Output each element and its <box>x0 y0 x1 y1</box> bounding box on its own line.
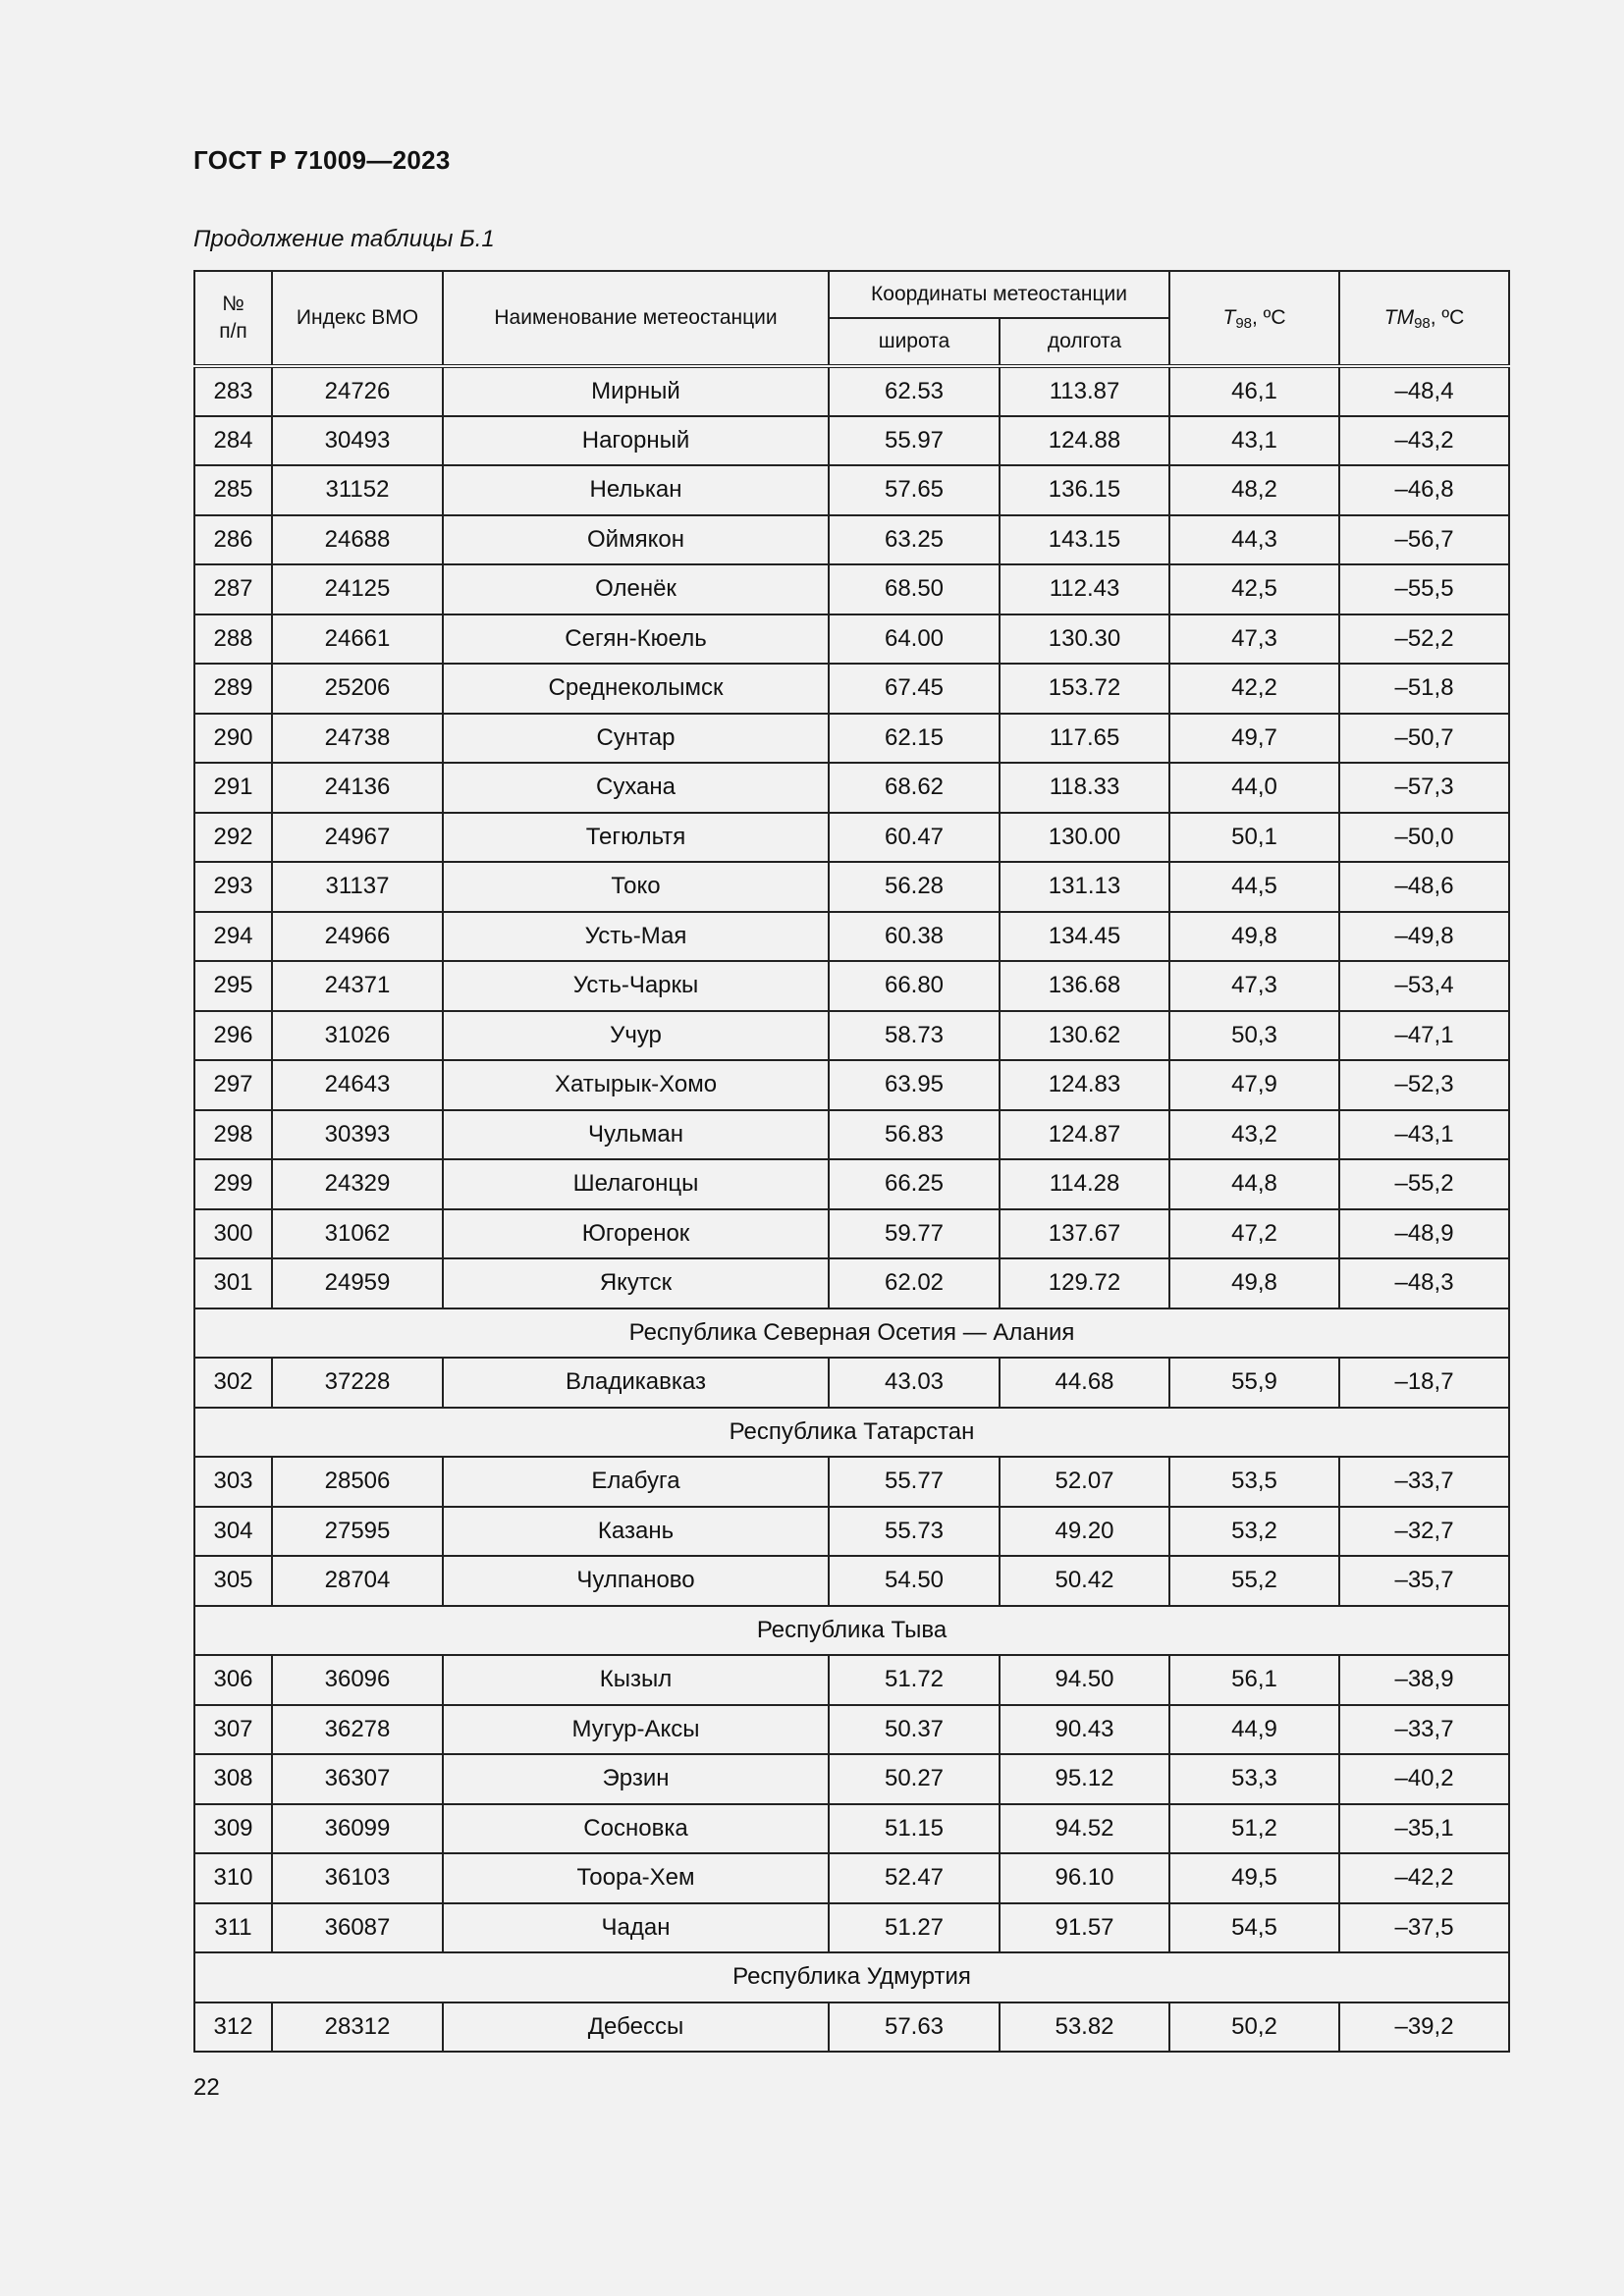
cell-station-name: Усть-Чаркы <box>443 961 829 1011</box>
cell-longitude: 130.30 <box>1000 614 1169 665</box>
cell-longitude: 137.67 <box>1000 1209 1169 1259</box>
cell-tm98: –57,3 <box>1339 763 1509 813</box>
region-label: Республика Удмуртия <box>194 1952 1509 2002</box>
cell-longitude: 117.65 <box>1000 714 1169 764</box>
cell-num: 283 <box>194 366 272 416</box>
cell-tm98: –49,8 <box>1339 912 1509 962</box>
cell-num: 297 <box>194 1060 272 1110</box>
cell-tm98: –47,1 <box>1339 1011 1509 1061</box>
page-number: 22 <box>193 2074 220 2101</box>
table-row <box>194 1903 1509 1953</box>
cell-t98: 50,1 <box>1169 813 1339 863</box>
col-header-wmo: Индекс ВМО <box>272 271 443 366</box>
cell-longitude: 49.20 <box>1000 1507 1169 1557</box>
cell-longitude: 136.15 <box>1000 465 1169 515</box>
cell-num: 290 <box>194 714 272 764</box>
cell-t98: 46,1 <box>1169 366 1339 416</box>
col-header-tm98 <box>1339 271 1509 366</box>
table-row <box>194 1556 1509 1606</box>
cell-longitude: 124.87 <box>1000 1110 1169 1160</box>
cell-num: 305 <box>194 1556 272 1606</box>
cell-station-name: Оймякон <box>443 515 829 565</box>
table-row <box>194 1853 1509 1903</box>
cell-wmo-index: 24688 <box>272 515 443 565</box>
cell-wmo-index: 24136 <box>272 763 443 813</box>
cell-longitude: 129.72 <box>1000 1258 1169 1308</box>
cell-t98: 42,2 <box>1169 664 1339 714</box>
table-row <box>194 1258 1509 1308</box>
table-row <box>194 1011 1509 1061</box>
cell-num: 299 <box>194 1159 272 1209</box>
cell-num: 289 <box>194 664 272 714</box>
cell-station-name: Шелагонцы <box>443 1159 829 1209</box>
cell-station-name: Хатырык-Хомо <box>443 1060 829 1110</box>
col-header-t98 <box>1169 271 1339 366</box>
cell-tm98: –40,2 <box>1339 1754 1509 1804</box>
cell-t98: 51,2 <box>1169 1804 1339 1854</box>
cell-tm98: –48,4 <box>1339 366 1509 416</box>
cell-longitude: 130.00 <box>1000 813 1169 863</box>
cell-latitude: 55.73 <box>829 1507 1000 1557</box>
table-row <box>194 1507 1509 1557</box>
table-row <box>194 416 1509 466</box>
cell-num: 306 <box>194 1655 272 1705</box>
t98-subscript: 98 <box>1235 315 1253 332</box>
cell-t98: 53,3 <box>1169 1754 1339 1804</box>
region-label: Республика Татарстан <box>194 1408 1509 1458</box>
cell-latitude: 55.97 <box>829 416 1000 466</box>
cell-longitude: 95.12 <box>1000 1754 1169 1804</box>
cell-latitude: 59.77 <box>829 1209 1000 1259</box>
cell-wmo-index: 31062 <box>272 1209 443 1259</box>
cell-num: 287 <box>194 564 272 614</box>
table-row <box>194 465 1509 515</box>
cell-latitude: 50.37 <box>829 1705 1000 1755</box>
cell-latitude: 58.73 <box>829 1011 1000 1061</box>
cell-longitude: 118.33 <box>1000 763 1169 813</box>
cell-station-name: Якутск <box>443 1258 829 1308</box>
cell-wmo-index: 36103 <box>272 1853 443 1903</box>
cell-station-name: Мирный <box>443 366 829 416</box>
cell-t98: 42,5 <box>1169 564 1339 614</box>
cell-tm98: –46,8 <box>1339 465 1509 515</box>
cell-t98: 48,2 <box>1169 465 1339 515</box>
cell-t98: 56,1 <box>1169 1655 1339 1705</box>
cell-longitude: 50.42 <box>1000 1556 1169 1606</box>
region-label: Республика Тыва <box>194 1606 1509 1656</box>
cell-num: 307 <box>194 1705 272 1755</box>
table-row <box>194 813 1509 863</box>
cell-num: 301 <box>194 1258 272 1308</box>
cell-tm98: –38,9 <box>1339 1655 1509 1705</box>
cell-latitude: 63.95 <box>829 1060 1000 1110</box>
cell-tm98: –50,7 <box>1339 714 1509 764</box>
cell-t98: 43,1 <box>1169 416 1339 466</box>
tm98-subscript: 98 <box>1414 315 1431 332</box>
cell-t98: 47,2 <box>1169 1209 1339 1259</box>
cell-num: 304 <box>194 1507 272 1557</box>
cell-latitude: 55.77 <box>829 1457 1000 1507</box>
col-header-name: Наименование метеостанции <box>443 271 829 366</box>
cell-tm98: –32,7 <box>1339 1507 1509 1557</box>
cell-t98: 49,7 <box>1169 714 1339 764</box>
cell-station-name: Эрзин <box>443 1754 829 1804</box>
cell-longitude: 53.82 <box>1000 2002 1169 2053</box>
cell-latitude: 62.53 <box>829 366 1000 416</box>
cell-station-name: Чадан <box>443 1903 829 1953</box>
cell-wmo-index: 30393 <box>272 1110 443 1160</box>
cell-t98: 44,3 <box>1169 515 1339 565</box>
region-row <box>194 1308 1509 1359</box>
cell-longitude: 153.72 <box>1000 664 1169 714</box>
table-row <box>194 2002 1509 2053</box>
cell-latitude: 62.02 <box>829 1258 1000 1308</box>
table-row <box>194 1159 1509 1209</box>
cell-wmo-index: 24726 <box>272 366 443 416</box>
cell-num: 291 <box>194 763 272 813</box>
cell-num: 286 <box>194 515 272 565</box>
table-row <box>194 1754 1509 1804</box>
cell-latitude: 67.45 <box>829 664 1000 714</box>
cell-station-name: Мугур-Аксы <box>443 1705 829 1755</box>
tm98-symbol: TM <box>1383 306 1415 329</box>
cell-tm98: –50,0 <box>1339 813 1509 863</box>
cell-t98: 49,5 <box>1169 1853 1339 1903</box>
t98-unit: , ºС <box>1252 306 1286 329</box>
t98-symbol: T <box>1222 306 1236 329</box>
cell-wmo-index: 24967 <box>272 813 443 863</box>
cell-t98: 55,2 <box>1169 1556 1339 1606</box>
cell-wmo-index: 30493 <box>272 416 443 466</box>
cell-t98: 47,3 <box>1169 614 1339 665</box>
cell-tm98: –33,7 <box>1339 1705 1509 1755</box>
table-row <box>194 366 1509 416</box>
cell-t98: 53,2 <box>1169 1507 1339 1557</box>
table-body <box>194 366 1509 2052</box>
table-row <box>194 714 1509 764</box>
cell-latitude: 68.50 <box>829 564 1000 614</box>
cell-latitude: 56.28 <box>829 862 1000 912</box>
cell-tm98: –48,9 <box>1339 1209 1509 1259</box>
cell-longitude: 143.15 <box>1000 515 1169 565</box>
cell-tm98: –55,2 <box>1339 1159 1509 1209</box>
table-row <box>194 1358 1509 1408</box>
table-row <box>194 1705 1509 1755</box>
cell-longitude: 90.43 <box>1000 1705 1169 1755</box>
region-row <box>194 1606 1509 1656</box>
table-row <box>194 1209 1509 1259</box>
cell-wmo-index: 24959 <box>272 1258 443 1308</box>
cell-station-name: Среднеколымск <box>443 664 829 714</box>
cell-num: 296 <box>194 1011 272 1061</box>
cell-latitude: 60.38 <box>829 912 1000 962</box>
region-label: Республика Северная Осетия — Алания <box>194 1308 1509 1359</box>
cell-longitude: 131.13 <box>1000 862 1169 912</box>
cell-station-name: Сегян-Кюель <box>443 614 829 665</box>
cell-t98: 47,9 <box>1169 1060 1339 1110</box>
region-row <box>194 1952 1509 2002</box>
col-header-num-line1: № <box>222 293 244 315</box>
cell-tm98: –43,2 <box>1339 416 1509 466</box>
cell-tm98: –56,7 <box>1339 515 1509 565</box>
cell-longitude: 124.83 <box>1000 1060 1169 1110</box>
cell-wmo-index: 24643 <box>272 1060 443 1110</box>
table-row <box>194 614 1509 665</box>
cell-num: 292 <box>194 813 272 863</box>
cell-latitude: 66.25 <box>829 1159 1000 1209</box>
table-row <box>194 1655 1509 1705</box>
cell-num: 288 <box>194 614 272 665</box>
cell-wmo-index: 27595 <box>272 1507 443 1557</box>
cell-t98: 43,2 <box>1169 1110 1339 1160</box>
cell-num: 311 <box>194 1903 272 1953</box>
table-row <box>194 1804 1509 1854</box>
cell-t98: 44,9 <box>1169 1705 1339 1755</box>
stations-table <box>193 270 1510 2053</box>
cell-station-name: Югоренок <box>443 1209 829 1259</box>
cell-tm98: –51,8 <box>1339 664 1509 714</box>
table-row <box>194 1110 1509 1160</box>
cell-station-name: Владикавказ <box>443 1358 829 1408</box>
cell-tm98: –53,4 <box>1339 961 1509 1011</box>
cell-latitude: 68.62 <box>829 763 1000 813</box>
cell-latitude: 51.72 <box>829 1655 1000 1705</box>
cell-num: 308 <box>194 1754 272 1804</box>
cell-wmo-index: 36096 <box>272 1655 443 1705</box>
cell-latitude: 51.27 <box>829 1903 1000 1953</box>
cell-station-name: Токо <box>443 862 829 912</box>
table-row <box>194 1457 1509 1507</box>
cell-station-name: Нелькан <box>443 465 829 515</box>
cell-wmo-index: 24371 <box>272 961 443 1011</box>
cell-tm98: –18,7 <box>1339 1358 1509 1408</box>
cell-latitude: 66.80 <box>829 961 1000 1011</box>
cell-t98: 55,9 <box>1169 1358 1339 1408</box>
cell-tm98: –43,1 <box>1339 1110 1509 1160</box>
cell-t98: 49,8 <box>1169 1258 1339 1308</box>
cell-latitude: 54.50 <box>829 1556 1000 1606</box>
cell-latitude: 43.03 <box>829 1358 1000 1408</box>
cell-longitude: 130.62 <box>1000 1011 1169 1061</box>
cell-num: 293 <box>194 862 272 912</box>
table-row <box>194 1060 1509 1110</box>
cell-longitude: 114.28 <box>1000 1159 1169 1209</box>
cell-num: 310 <box>194 1853 272 1903</box>
col-header-num-line2: п/п <box>219 320 247 343</box>
region-row <box>194 1408 1509 1458</box>
cell-station-name: Чулпаново <box>443 1556 829 1606</box>
cell-longitude: 94.50 <box>1000 1655 1169 1705</box>
cell-num: 300 <box>194 1209 272 1259</box>
cell-station-name: Чульман <box>443 1110 829 1160</box>
cell-wmo-index: 36307 <box>272 1754 443 1804</box>
cell-station-name: Елабуга <box>443 1457 829 1507</box>
cell-latitude: 60.47 <box>829 813 1000 863</box>
cell-tm98: –37,5 <box>1339 1903 1509 1953</box>
cell-tm98: –35,1 <box>1339 1804 1509 1854</box>
cell-t98: 54,5 <box>1169 1903 1339 1953</box>
document-title: ГОСТ Р 71009—2023 <box>193 145 451 175</box>
table-caption: Продолжение таблицы Б.1 <box>193 226 495 252</box>
cell-latitude: 56.83 <box>829 1110 1000 1160</box>
cell-tm98: –52,3 <box>1339 1060 1509 1110</box>
cell-latitude: 64.00 <box>829 614 1000 665</box>
cell-t98: 49,8 <box>1169 912 1339 962</box>
cell-station-name: Казань <box>443 1507 829 1557</box>
cell-tm98: –42,2 <box>1339 1853 1509 1903</box>
cell-num: 302 <box>194 1358 272 1408</box>
cell-wmo-index: 28506 <box>272 1457 443 1507</box>
cell-wmo-index: 31026 <box>272 1011 443 1061</box>
cell-station-name: Дебессы <box>443 2002 829 2053</box>
cell-station-name: Учур <box>443 1011 829 1061</box>
cell-num: 298 <box>194 1110 272 1160</box>
cell-longitude: 52.07 <box>1000 1457 1169 1507</box>
col-header-lon: долгота <box>1000 318 1169 366</box>
cell-t98: 53,5 <box>1169 1457 1339 1507</box>
table-row <box>194 763 1509 813</box>
cell-t98: 50,2 <box>1169 2002 1339 2053</box>
cell-num: 312 <box>194 2002 272 2053</box>
cell-wmo-index: 36087 <box>272 1903 443 1953</box>
cell-wmo-index: 24738 <box>272 714 443 764</box>
cell-longitude: 124.88 <box>1000 416 1169 466</box>
cell-t98: 44,0 <box>1169 763 1339 813</box>
table-row <box>194 664 1509 714</box>
cell-latitude: 62.15 <box>829 714 1000 764</box>
cell-wmo-index: 24125 <box>272 564 443 614</box>
cell-station-name: Тегюльтя <box>443 813 829 863</box>
cell-station-name: Сунтар <box>443 714 829 764</box>
cell-latitude: 57.65 <box>829 465 1000 515</box>
cell-wmo-index: 31152 <box>272 465 443 515</box>
table-row <box>194 912 1509 962</box>
table-header <box>194 271 1509 366</box>
cell-longitude: 91.57 <box>1000 1903 1169 1953</box>
col-header-coords: Координаты метеостанции <box>829 271 1169 318</box>
cell-wmo-index: 36099 <box>272 1804 443 1854</box>
cell-num: 285 <box>194 465 272 515</box>
cell-t98: 44,5 <box>1169 862 1339 912</box>
table-row <box>194 961 1509 1011</box>
table-row <box>194 564 1509 614</box>
cell-station-name: Сухана <box>443 763 829 813</box>
cell-tm98: –55,5 <box>1339 564 1509 614</box>
cell-wmo-index: 24966 <box>272 912 443 962</box>
cell-station-name: Оленёк <box>443 564 829 614</box>
cell-station-name: Тоора-Хем <box>443 1853 829 1903</box>
cell-latitude: 52.47 <box>829 1853 1000 1903</box>
cell-longitude: 136.68 <box>1000 961 1169 1011</box>
cell-wmo-index: 24661 <box>272 614 443 665</box>
cell-wmo-index: 36278 <box>272 1705 443 1755</box>
cell-station-name: Сосновка <box>443 1804 829 1854</box>
cell-longitude: 44.68 <box>1000 1358 1169 1408</box>
cell-tm98: –35,7 <box>1339 1556 1509 1606</box>
table-row <box>194 515 1509 565</box>
cell-tm98: –48,3 <box>1339 1258 1509 1308</box>
table-row <box>194 862 1509 912</box>
col-header-lat: широта <box>829 318 1000 366</box>
cell-tm98: –52,2 <box>1339 614 1509 665</box>
cell-t98: 44,8 <box>1169 1159 1339 1209</box>
cell-wmo-index: 28704 <box>272 1556 443 1606</box>
cell-latitude: 63.25 <box>829 515 1000 565</box>
cell-wmo-index: 24329 <box>272 1159 443 1209</box>
tm98-unit: , ºС <box>1430 306 1465 329</box>
cell-num: 303 <box>194 1457 272 1507</box>
cell-wmo-index: 28312 <box>272 2002 443 2053</box>
cell-longitude: 96.10 <box>1000 1853 1169 1903</box>
cell-latitude: 51.15 <box>829 1804 1000 1854</box>
cell-tm98: –39,2 <box>1339 2002 1509 2053</box>
cell-tm98: –48,6 <box>1339 862 1509 912</box>
cell-station-name: Нагорный <box>443 416 829 466</box>
cell-t98: 50,3 <box>1169 1011 1339 1061</box>
cell-num: 294 <box>194 912 272 962</box>
cell-wmo-index: 25206 <box>272 664 443 714</box>
cell-station-name: Кызыл <box>443 1655 829 1705</box>
cell-num: 295 <box>194 961 272 1011</box>
cell-latitude: 50.27 <box>829 1754 1000 1804</box>
cell-wmo-index: 31137 <box>272 862 443 912</box>
cell-longitude: 134.45 <box>1000 912 1169 962</box>
cell-longitude: 112.43 <box>1000 564 1169 614</box>
cell-wmo-index: 37228 <box>272 1358 443 1408</box>
cell-num: 284 <box>194 416 272 466</box>
cell-longitude: 113.87 <box>1000 366 1169 416</box>
cell-station-name: Усть-Мая <box>443 912 829 962</box>
cell-latitude: 57.63 <box>829 2002 1000 2053</box>
cell-tm98: –33,7 <box>1339 1457 1509 1507</box>
cell-t98: 47,3 <box>1169 961 1339 1011</box>
cell-longitude: 94.52 <box>1000 1804 1169 1854</box>
col-header-num <box>194 271 272 366</box>
cell-num: 309 <box>194 1804 272 1854</box>
